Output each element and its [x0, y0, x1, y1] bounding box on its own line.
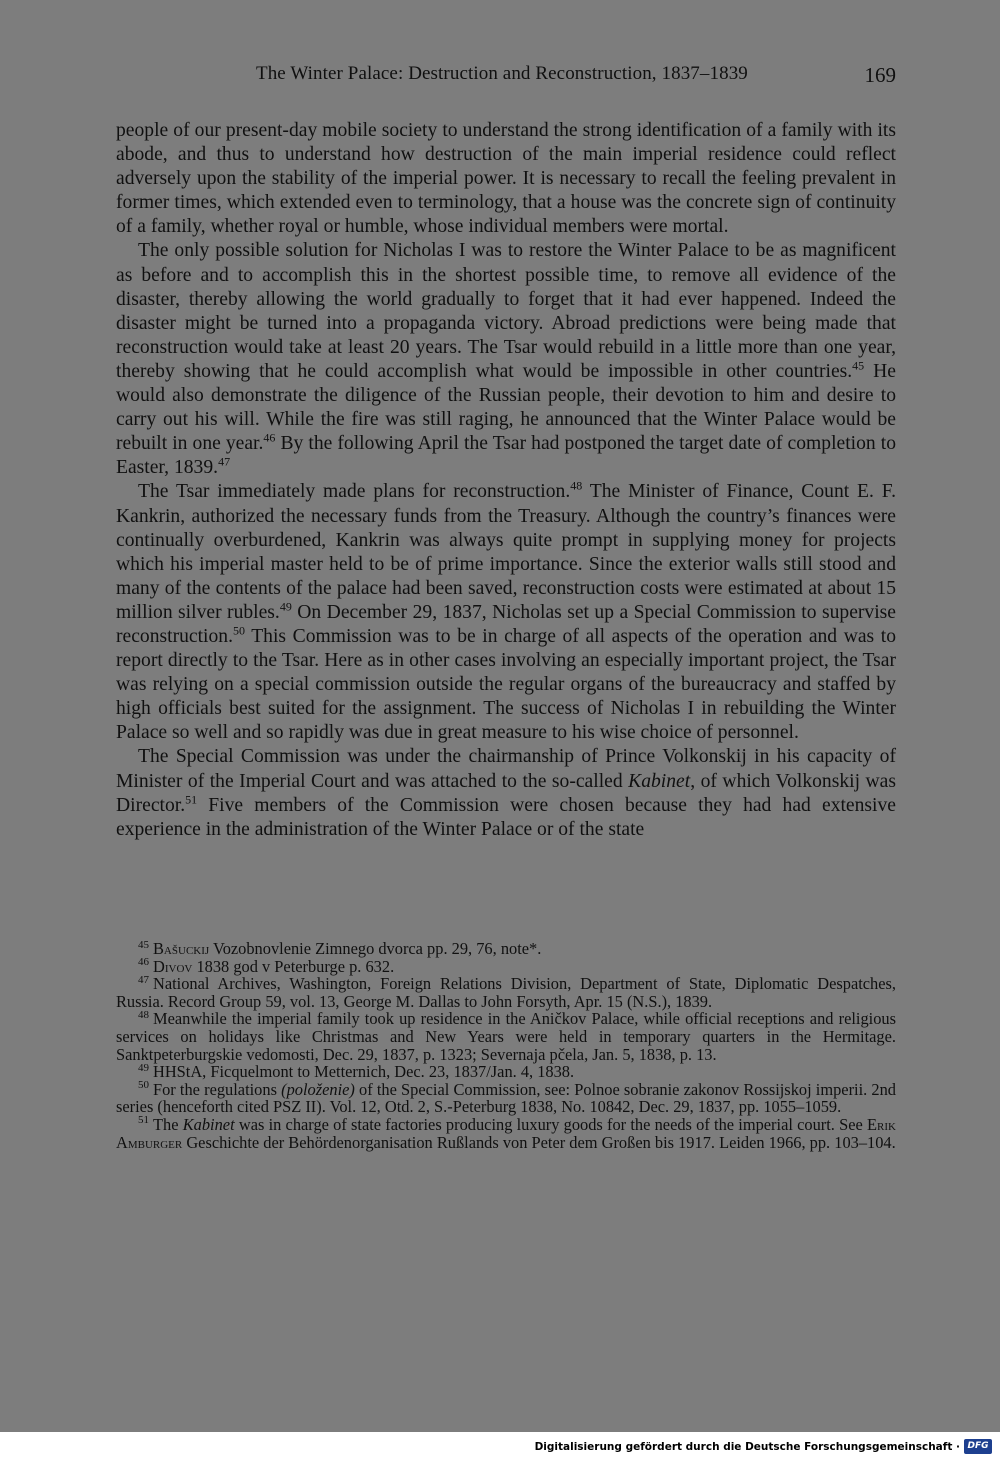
footnote-text: Geschichte der Behördenorganisation Rußlands von Peter dem Großen bis 1917. Leiden 1966, pp. 103–104.	[182, 1132, 896, 1152]
paragraph-3-text-b: The Minister of Finance, Count E. F. Kankrin, authorized the necessary funds from the Treasury. Although the country’s finances were continually overburdened, Kankrin was always quite prompt in supplying money for projects which his imperial master held to be of prime importance. Since the exterior walls still stood and many of the contents of the palace had been saved, reconstruction costs were estimated at about 15 million silver rubles.	[116, 481, 896, 623]
footnote-text: was in charge of state factories producing luxury goods for the needs of the imperial court. See	[234, 1114, 868, 1134]
paragraph-3-text-c: On December 29, 1837, Nicholas set up a Special Commission to supervise reconstruction.	[116, 601, 896, 647]
paragraph-2-text-c: By the following April the Tsar had postponed the target date of completion to Easter, 1839.	[116, 433, 896, 479]
paragraph-2-text-a: The only possible solution for Nicholas I was to restore the Winter Palace to be as magnificent as before and to accomplish this in the shortest possible time, to remove all evidence of the disaster, thereby allowing the world gradually to forget that it had ever happened. Indeed the disaster might be turned into a propaganda victory. Abroad predictions were being made that reconstruction would take at least 20 years. The Tsar would rebuild in a little more than one year, thereby showing that he could accomplish what would be impossible in other countries.	[116, 240, 896, 382]
footnote-author: Erik Amburger	[116, 1114, 896, 1152]
paragraph-4-text-c: Five members of the Commission were chosen because they had had extensive experience in the administration of the Winter Palace or of the state	[116, 794, 896, 840]
footnote-number: 45	[138, 938, 149, 951]
footnote-text: Meanwhile the imperial family took up residence in the Aničkov Palace, while official receptions and religious services on holidays like Christmas and New Years were held in temporary quarters in the Hermitage. Sanktpeterburgskie vedomosti, Dec. 29, 1837, p. 1323; Severnaja pčela, Jan. 5, 1838, p. 13.	[116, 1009, 896, 1064]
footnote-49	[116, 1063, 896, 1081]
paragraph-4-text-a: The Special Commission was under the chairmanship of Prince Volkonskij in his capacity of Minister of the Imperial Court and was attached to the so-called	[116, 746, 896, 792]
paragraph-1	[116, 119, 896, 239]
footnote-number: 50	[138, 1079, 149, 1092]
footnote-ref-47[interactable]: 47	[218, 454, 231, 469]
paragraph-3-text-a: The Tsar immediately made plans for reconstruction.	[138, 481, 571, 503]
footnote-50	[116, 1081, 896, 1116]
footnote-number: 47	[138, 973, 149, 986]
page-number: 169	[864, 63, 896, 87]
paragraph-2-text-b: He would also demonstrate the diligence of the Russian people, their devotion to him and desire to carry out his will. While the fire was still raging, he announced that the Winter Palace would be rebuilt in one year.	[116, 360, 896, 455]
footnote-ref-51[interactable]: 51	[185, 792, 198, 807]
running-title: The Winter Palace: Destruction and Reconstruction, 1837–1839	[256, 63, 748, 84]
footnote-ref-46[interactable]: 46	[263, 430, 276, 445]
paragraph-1-text: people of our present-day mobile society to understand the strong identification of a family with its abode, and thus to understand how destruction of the main imperial residence could reflect adversely upon the stability of the imperial power. It is necessary to recall the feeling prevalent in former times, which extended even to terminology, that a house was the concrete sign of continuity of a family, whether royal or humble, whose individual members were mortal.	[116, 120, 896, 238]
footnote-text: HHStA, Ficquelmont to Metternich, Dec. 23, 1837/Jan. 4, 1838.	[153, 1062, 575, 1082]
paragraph-4-kabinet: Kabinet	[628, 770, 691, 792]
paragraph-3	[116, 480, 896, 745]
footnotes	[116, 940, 896, 1151]
footnote-number: 49	[138, 1061, 149, 1074]
footnote-ref-50[interactable]: 50	[232, 623, 245, 638]
paragraph-4-text-b: , of which Volkonskij was Director.	[116, 770, 896, 816]
footnote-author: Divov	[153, 956, 193, 976]
footnote-text: of the Special Commission, see: Polnoe sobranie zakonov Rossijskoj imperii. 2nd series (henceforth cited PSZ II). Vol. 12, Otd. 2, S.-Peterburg 1838, No. 10842, Dec. 29, 1837, pp. 1055–1059.	[116, 1079, 896, 1117]
digitization-credit-bar	[0, 1432, 1000, 1462]
footnote-ref-45[interactable]: 45	[852, 358, 865, 373]
footnote-46	[116, 958, 896, 976]
body-text	[116, 119, 896, 842]
paragraph-3-text-d: This Commission was to be in charge of all aspects of the operation and was to report directly to the Tsar. Here as in other cases involving an especially important project, the Tsar was relying on a special commission outside the regular organs of the bureaucracy and staffed by high officials best suited for the assignment. The success of Nicholas I in rebuilding the Winter Palace so well and so rapidly was due in great measure to his wise choice of personnel.	[116, 625, 896, 744]
footnote-ref-48[interactable]: 48	[570, 478, 583, 493]
footnote-number: 48	[138, 1008, 149, 1021]
footnote-number: 51	[138, 1114, 149, 1127]
footnote-italic: Kabinet	[182, 1114, 235, 1134]
footnote-51	[116, 1116, 896, 1151]
footnote-text: For the regulations	[153, 1079, 282, 1099]
footnote-ref-49[interactable]: 49	[279, 599, 292, 614]
footnote-text: The	[153, 1114, 183, 1134]
dfg-logo-icon[interactable]: DFG	[964, 1439, 992, 1454]
footnote-text: 1838 god v Peterburge p. 632.	[192, 956, 395, 976]
footnote-text: National Archives, Washington, Foreign Relations Division, Department of State, Diplomatic Despatches, Russia. Record Group 59, vol. 13, George M. Dallas to John Forsyth, Apr. 15 (N.S.), 1839.	[116, 974, 896, 1011]
paragraph-2	[116, 239, 896, 480]
paragraph-4	[116, 745, 896, 841]
footnote-47	[116, 975, 896, 1010]
footnote-text: Vozobnovlenie Zimnego dvorca pp. 29, 76, note*.	[209, 939, 542, 958]
footnote-italic: (položenie)	[281, 1079, 355, 1099]
digitization-credit: Digitalisierung gefördert durch die Deutsche Forschungsgemeinschaft ·	[534, 1441, 960, 1453]
footnote-45	[116, 940, 896, 958]
footnote-number: 46	[138, 956, 149, 969]
footnote-48	[116, 1010, 896, 1063]
footnote-author: Bašuckij	[153, 939, 210, 958]
